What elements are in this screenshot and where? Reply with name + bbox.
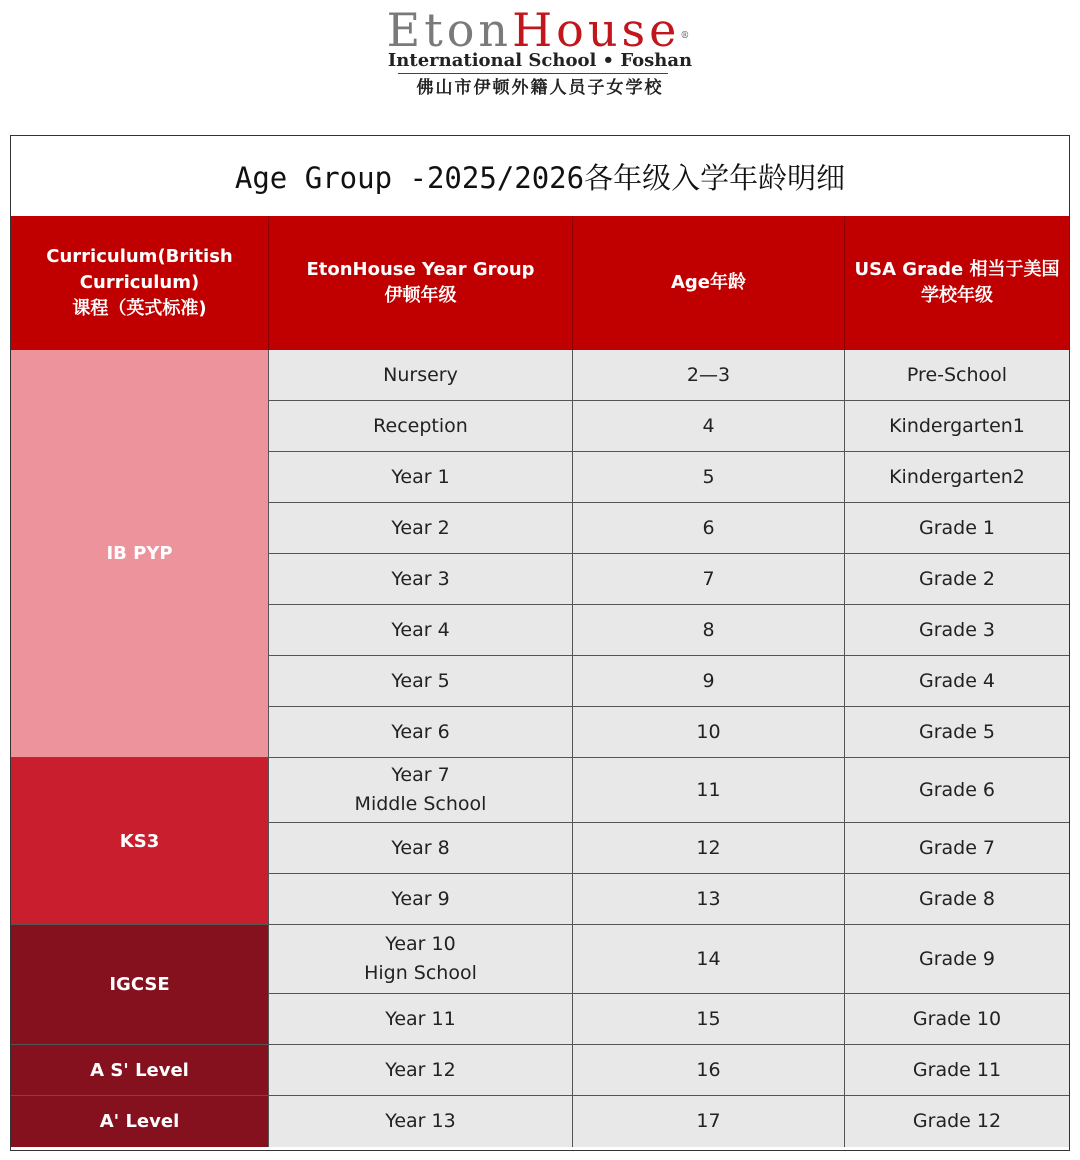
header-curriculum: Curriculum(British Curriculum) 课程（英式标准) (11, 216, 269, 350)
year-group-cell: Year 6 (269, 707, 573, 758)
header-age: Age年龄 (573, 216, 845, 350)
year-group-cell: Year 2 (269, 503, 573, 554)
year-group-cell: Year 10 Hign School (269, 925, 573, 994)
year-group-cell: Year 9 (269, 874, 573, 925)
logo-eton: Eton (386, 3, 513, 57)
year-group-cell: Year 12 (269, 1045, 573, 1096)
usa-grade-cell: Grade 7 (845, 823, 1069, 874)
age-cell: 17 (573, 1096, 845, 1147)
header-usa-grade: USA Grade 相当于美国 学校年级 (845, 216, 1069, 350)
usa-grade-cell: Grade 1 (845, 503, 1069, 554)
usa-grade-cell: Pre-School (845, 350, 1069, 401)
age-cell: 11 (573, 758, 845, 823)
usa-grade-cell: Grade 5 (845, 707, 1069, 758)
age-cell: 6 (573, 503, 845, 554)
year-group-cell: Year 1 (269, 452, 573, 503)
curriculum-group-cell: IGCSE (11, 925, 269, 1045)
curriculum-group-cell: KS3 (11, 758, 269, 925)
usa-grade-cell: Grade 8 (845, 874, 1069, 925)
logo-subtitle: International School • Foshan (387, 50, 693, 71)
age-cell: 5 (573, 452, 845, 503)
year-group-cell: Year 7 Middle School (269, 758, 573, 823)
year-group-cell: Year 3 (269, 554, 573, 605)
age-cell: 7 (573, 554, 845, 605)
age-cell: 15 (573, 994, 845, 1045)
age-cell: 14 (573, 925, 845, 994)
age-cell: 16 (573, 1045, 845, 1096)
age-group-table (10, 135, 1070, 1151)
year-group-cell: Nursery (269, 350, 573, 401)
year-group-cell: Year 11 (269, 994, 573, 1045)
age-cell: 10 (573, 707, 845, 758)
age-cell: 12 (573, 823, 845, 874)
table-title: Age Group -2025/2026各年级入学年龄明细 (11, 136, 1069, 217)
usa-grade-cell: Grade 11 (845, 1045, 1069, 1096)
logo-house: House (512, 3, 681, 57)
age-cell: 4 (573, 401, 845, 452)
year-group-cell: Year 4 (269, 605, 573, 656)
curriculum-group-cell: IB PYP (11, 350, 269, 758)
year-group-cell: Year 8 (269, 823, 573, 874)
age-cell: 9 (573, 656, 845, 707)
year-group-cell: Year 13 (269, 1096, 573, 1147)
usa-grade-cell: Grade 2 (845, 554, 1069, 605)
year-group-cell: Year 5 (269, 656, 573, 707)
usa-grade-cell: Kindergarten2 (845, 452, 1069, 503)
usa-grade-cell: Grade 4 (845, 656, 1069, 707)
usa-grade-cell: Grade 3 (845, 605, 1069, 656)
school-logo (0, 0, 1080, 120)
age-cell: 2—3 (573, 350, 845, 401)
age-cell: 13 (573, 874, 845, 925)
usa-grade-cell: Grade 10 (845, 994, 1069, 1045)
usa-grade-cell: Grade 9 (845, 925, 1069, 994)
usa-grade-cell: Grade 6 (845, 758, 1069, 823)
logo-chinese-name: 佛山市伊顿外籍人员子女学校 (416, 78, 664, 98)
logo-trademark: ® (680, 31, 694, 41)
curriculum-group-cell: A' Level (11, 1096, 269, 1147)
header-year-group: EtonHouse Year Group 伊顿年级 (269, 216, 573, 350)
curriculum-group-cell: A S' Level (11, 1045, 269, 1096)
year-group-cell: Reception (269, 401, 573, 452)
usa-grade-cell: Kindergarten1 (845, 401, 1069, 452)
usa-grade-cell: Grade 12 (845, 1096, 1069, 1147)
age-cell: 8 (573, 605, 845, 656)
logo-divider (398, 73, 668, 74)
